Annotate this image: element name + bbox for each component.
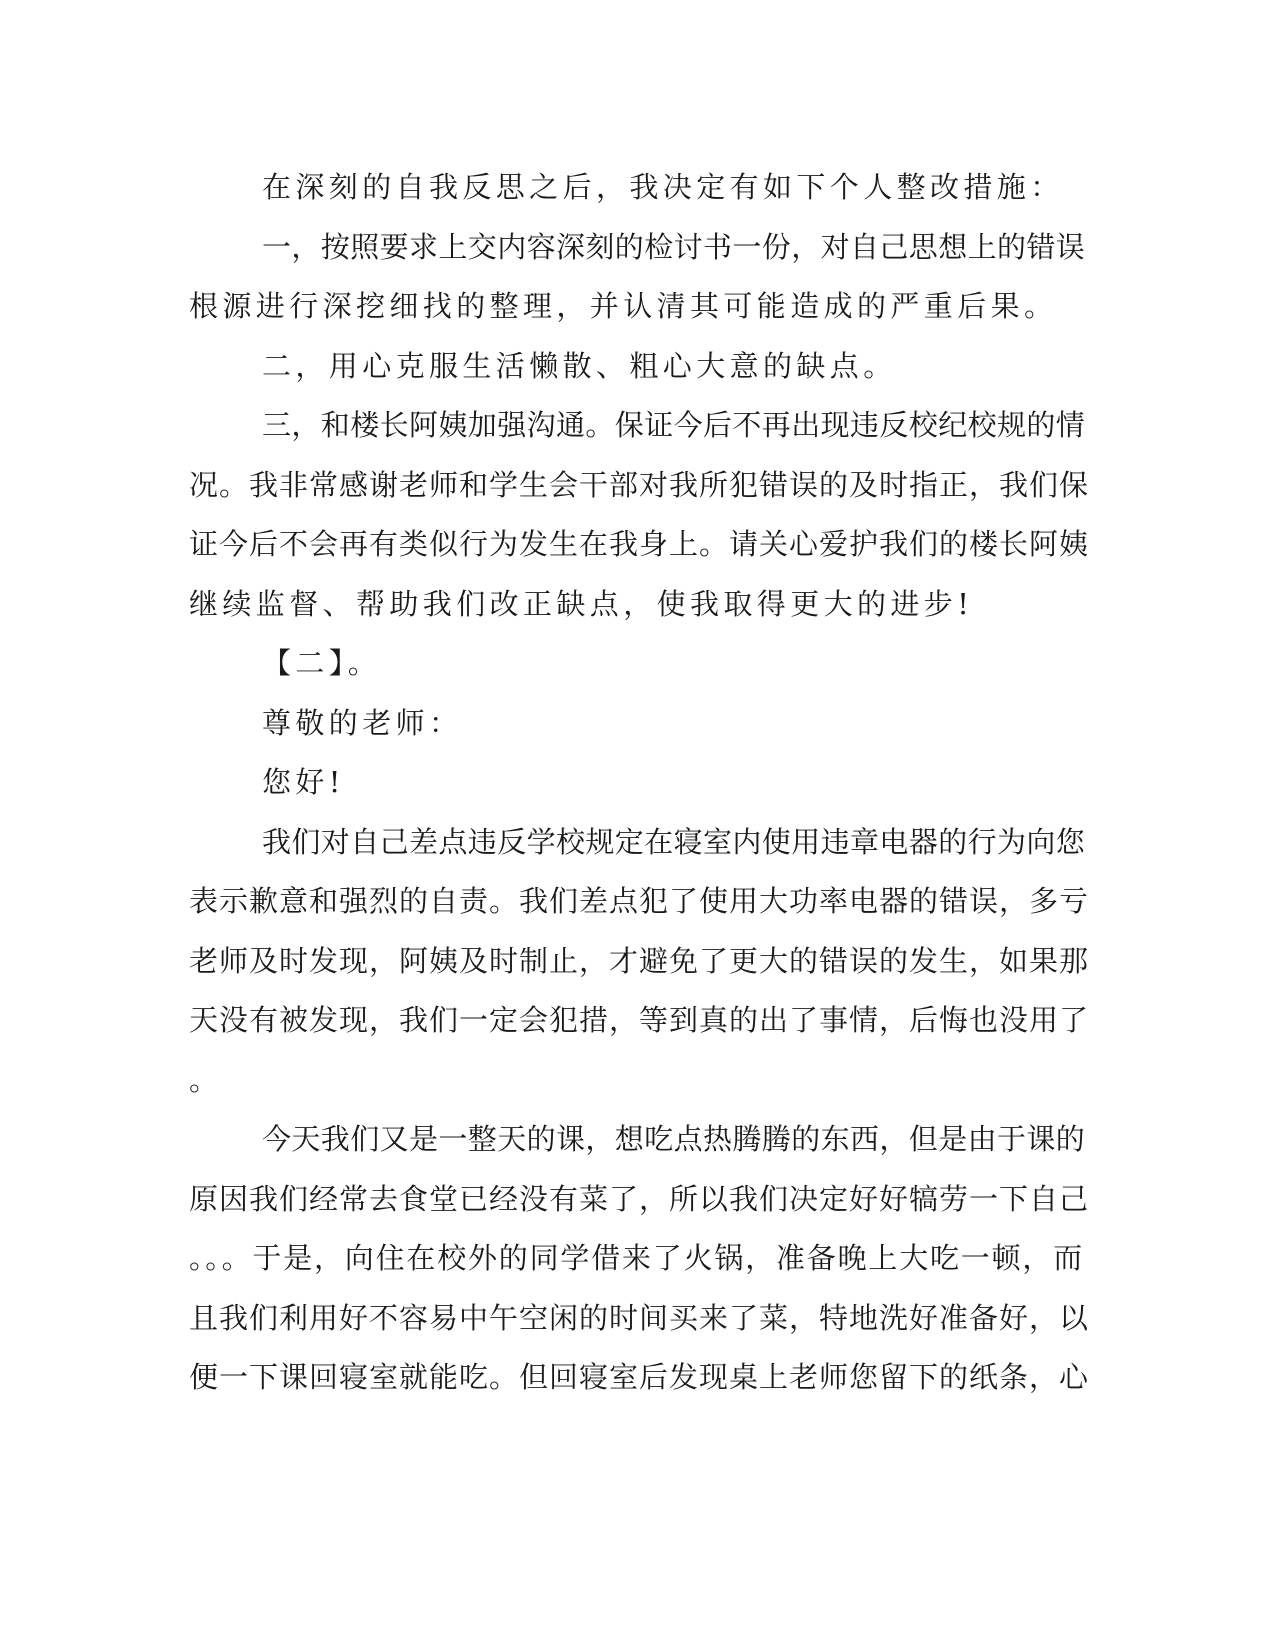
section-heading: 【二】。 [262, 646, 382, 680]
text-line: 。。。于是，向住在校外的同学借来了火锅，准备晚上大吃一顿，而 [189, 1241, 1085, 1275]
salutation: 尊敬的老师： [262, 705, 463, 740]
text-line: 证今后不会再有类似行为发生在我身上。请关心爱护我们的楼长阿姨 [189, 527, 1090, 561]
text-line: 。 [189, 1062, 223, 1097]
text-line: 原因我们经常去食堂已经没有菜了，所以我们决定好好犒劳一下自己 [189, 1181, 1090, 1216]
text-line: 今天我们又是一整天的课，想吃点热腾腾的东西，但是由于课的 [262, 1122, 1086, 1156]
text-line: 且我们利用好不容易中午空闲的时间买来了菜，特地洗好准备好，以 [189, 1300, 1090, 1335]
document-body [189, 158, 1089, 1408]
text-line: 表示歉意和强烈的自责。我们差点犯了使用大功率电器的错误，多亏 [189, 884, 1090, 918]
text-line: 我们对自己差点违反学校规定在寝室内使用违章电器的行为向您 [262, 824, 1086, 859]
greeting: 您好! [262, 765, 345, 799]
text-line: 三，和楼长阿姨加强沟通。保证今后不再出现违反校纪校规的情 [262, 408, 1086, 442]
text-line: 老师及时发现，阿姨及时制止，才避免了更大的错误的发生，如果那 [189, 943, 1090, 978]
text-line: 继续监督、帮助我们改正缺点，使我取得更大的进步! [189, 586, 974, 621]
text-line: 天没有被发现，我们一定会犯措，等到真的出了事情，后悔也没用了 [189, 1003, 1090, 1037]
text-line: 一，按照要求上交内容深刻的检讨书一份，对自己思想上的错误 [262, 229, 1086, 264]
text-line: 便一下课回寝室就能吃。但回寝室后发现桌上老师您留下的纸条，心 [189, 1360, 1090, 1394]
text-line: 根源进行深挖细找的整理，并认清其可能造成的严重后果。 [189, 289, 1058, 323]
text-line: 二，用心克服生活懒散、粗心大意的缺点。 [262, 348, 897, 383]
text-line: 在深刻的自我反思之后，我决定有如下个人整改措施： [262, 170, 1064, 204]
text-line: 况。我非常感谢老师和学生会干部对我所犯错误的及时指正，我们保 [189, 467, 1090, 502]
